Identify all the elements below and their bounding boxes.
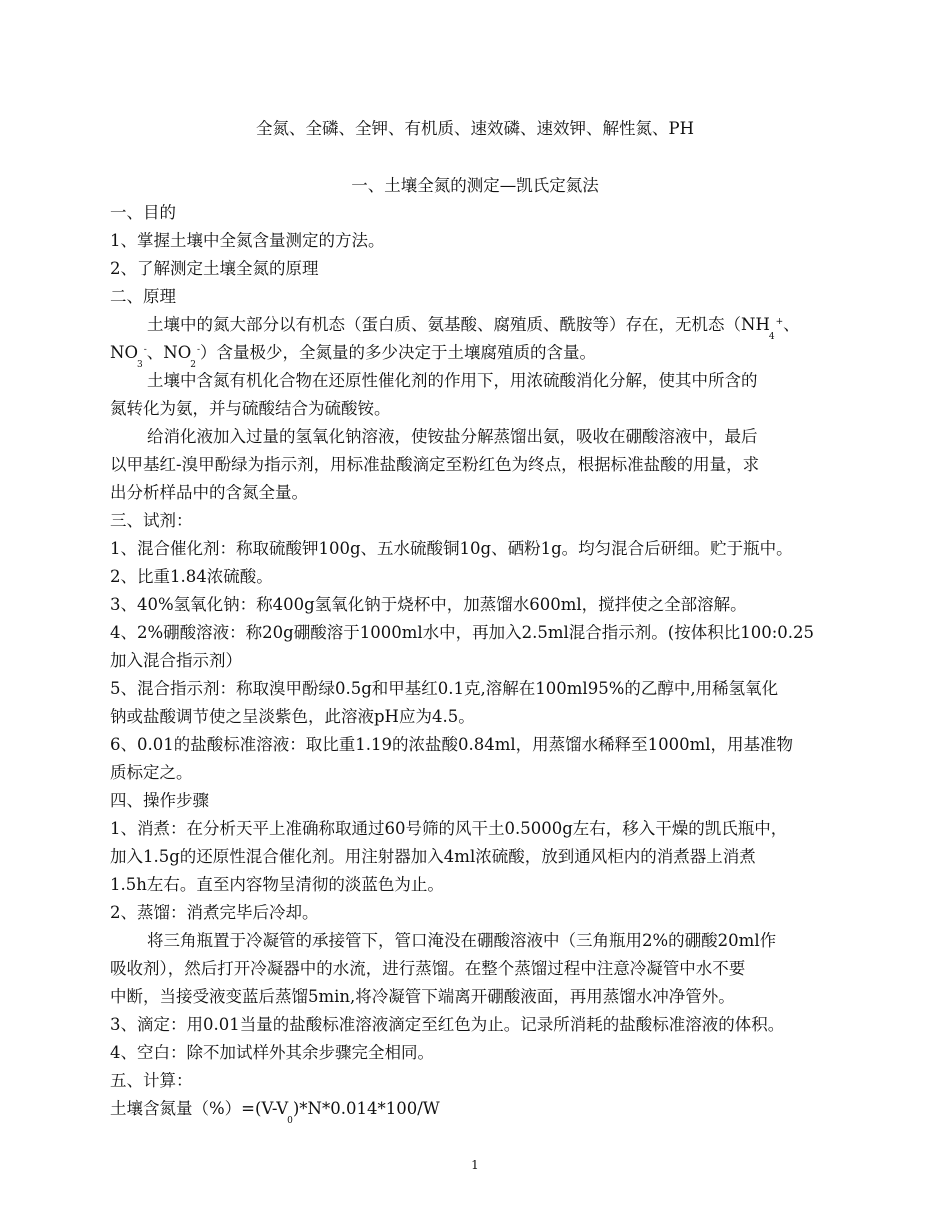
- heading-reagents: 三、试剂：: [110, 511, 193, 530]
- step-2-paragraph-line-3: 中断，当接受液变蓝后蒸馏5min,将冷凝管下端离开硼酸液面，再用蒸馏水冲净管外。: [110, 987, 735, 1006]
- subscript: 0: [287, 1116, 293, 1126]
- step-3: 3、滴定：用0.01当量的盐酸标准溶液滴定至红色为止。记录所消耗的盐酸标准溶液的体积。: [110, 1015, 785, 1034]
- subscript: 3: [136, 360, 143, 370]
- principle-text: ）含量极少，全氮量的多少决定于土壤腐殖质的含量。: [200, 343, 596, 362]
- reagent-item-5-line-1: 5、混合指示剂：称取溴甲酚绿0.5g和甲基红0.1克,溶解在100ml95%的乙醇中,用稀氢氧化: [110, 679, 779, 698]
- formula-no3: NO: [110, 343, 138, 362]
- principle-text: 、: [783, 315, 800, 334]
- reagent-item-4-line-2: 加入混合指示剂）: [110, 651, 242, 670]
- heading-calculation: 五、计算：: [110, 1071, 193, 1090]
- reagent-item-6-line-2: 质标定之。: [110, 763, 193, 782]
- reagent-item-5-line-2: 钠或盐酸调节使之呈淡紫色，此溶液pH应为4.5。: [110, 707, 475, 726]
- principle-paragraph-2-line-1: 土壤中含氮有机化合物在还原性催化剂的作用下，用浓硫酸消化分解，使其中所含的: [147, 371, 758, 390]
- page-number: 1: [471, 1158, 479, 1172]
- superscript: -: [143, 345, 147, 355]
- principle-paragraph-1-line-2: [110, 342, 596, 370]
- heading-purpose: 一、目的: [110, 203, 176, 222]
- step-2-paragraph-line-2: 吸收剂），然后打开冷凝器中的水流，进行蒸馏。在整个蒸馏过程中注意冷凝管中水不要: [110, 959, 746, 978]
- step-1-line-1: 1、消煮：在分析天平上准确称取通过60号筛的风干土0.5000g左右，移入干燥的凯氏瓶中，: [110, 819, 788, 838]
- reagent-item-1: 1、混合催化剂：称取硫酸钾100g、五水硫酸铜10g、硒粉1g。均匀混合后研细。贮于瓶中。: [110, 539, 793, 558]
- principle-paragraph-1-line-1: [147, 314, 800, 342]
- principle-paragraph-3-line-2: 以甲基红-溴甲酚绿为指示剂，用标准盐酸滴定至粉红色为终点，根据标准盐酸的用量，求: [110, 455, 760, 474]
- heading-steps: 四、操作步骤: [110, 791, 209, 810]
- purpose-item-2: 2、了解测定土壤全氮的原理: [110, 259, 319, 278]
- formula-no2: 、NO: [146, 343, 192, 362]
- step-2-paragraph-line-1: 将三角瓶置于冷凝管的承接管下，管口淹没在硼酸溶液中（三角瓶用2%的硼酸20ml作: [147, 931, 777, 950]
- principle-paragraph-2-line-2: 氮转化为氨，并与硫酸结合为硫酸铵。: [110, 399, 391, 418]
- reagent-item-6-line-1: 6、0.01的盐酸标准溶液：取比重1.19的浓盐酸0.84ml，用蒸馏水稀释至1000ml，用基准物: [110, 735, 794, 754]
- step-4: 4、空白：除不加试样外其余步骤完全相同。: [110, 1043, 434, 1062]
- reagent-item-3: 3、40%氢氧化钠：称400g氢氧化钠于烧杯中，加蒸馏水600ml，搅拌使之全部溶解。: [110, 595, 747, 614]
- formula-text: )*N*0.014*100/W: [292, 1099, 440, 1118]
- principle-text: 土壤中的氮大部分以有机态（蛋白质、氨基酸、腐殖质、酰胺等）存在，无机态（NH: [147, 315, 770, 334]
- document-header: 全氮、全磷、全钾、有机质、速效磷、速效钾、解性氮、PH: [256, 119, 694, 138]
- step-1-line-3: 1.5h左右。直至内容物呈清彻的淡蓝色为止。: [110, 875, 444, 894]
- purpose-item-1: 1、掌握土壤中全氮含量测定的方法。: [110, 231, 385, 250]
- heading-principle: 二、原理: [110, 287, 176, 306]
- subscript: 4: [768, 332, 775, 342]
- subscript: 2: [190, 360, 196, 370]
- principle-paragraph-3-line-1: 给消化液加入过量的氢氧化钠溶液，使铵盐分解蒸馏出氨，吸收在硼酸溶液中，最后: [147, 427, 758, 446]
- section-title: 一、土壤全氮的测定—凯氏定氮法: [351, 176, 599, 195]
- reagent-item-2: 2、比重1.84浓硫酸。: [110, 567, 273, 586]
- superscript: +: [775, 317, 784, 327]
- superscript: -: [196, 345, 200, 355]
- formula-text: 土壤含氮量（%）=(V-V: [110, 1099, 289, 1118]
- step-2: 2、蒸馏：消煮完毕后冷却。: [110, 903, 319, 922]
- reagent-item-4-line-1: 4、2%硼酸溶液：称20g硼酸溶于1000ml水中，再加入2.5ml混合指示剂。(按体积比100:0.25: [110, 623, 815, 642]
- principle-paragraph-3-line-3: 出分析样品中的含氮全量。: [110, 483, 308, 502]
- calculation-formula: [110, 1098, 440, 1126]
- step-1-line-2: 加入1.5g的还原性混合催化剂。用注射器加入4ml浓硫酸，放到通风柜内的消煮器上消煮: [110, 847, 756, 866]
